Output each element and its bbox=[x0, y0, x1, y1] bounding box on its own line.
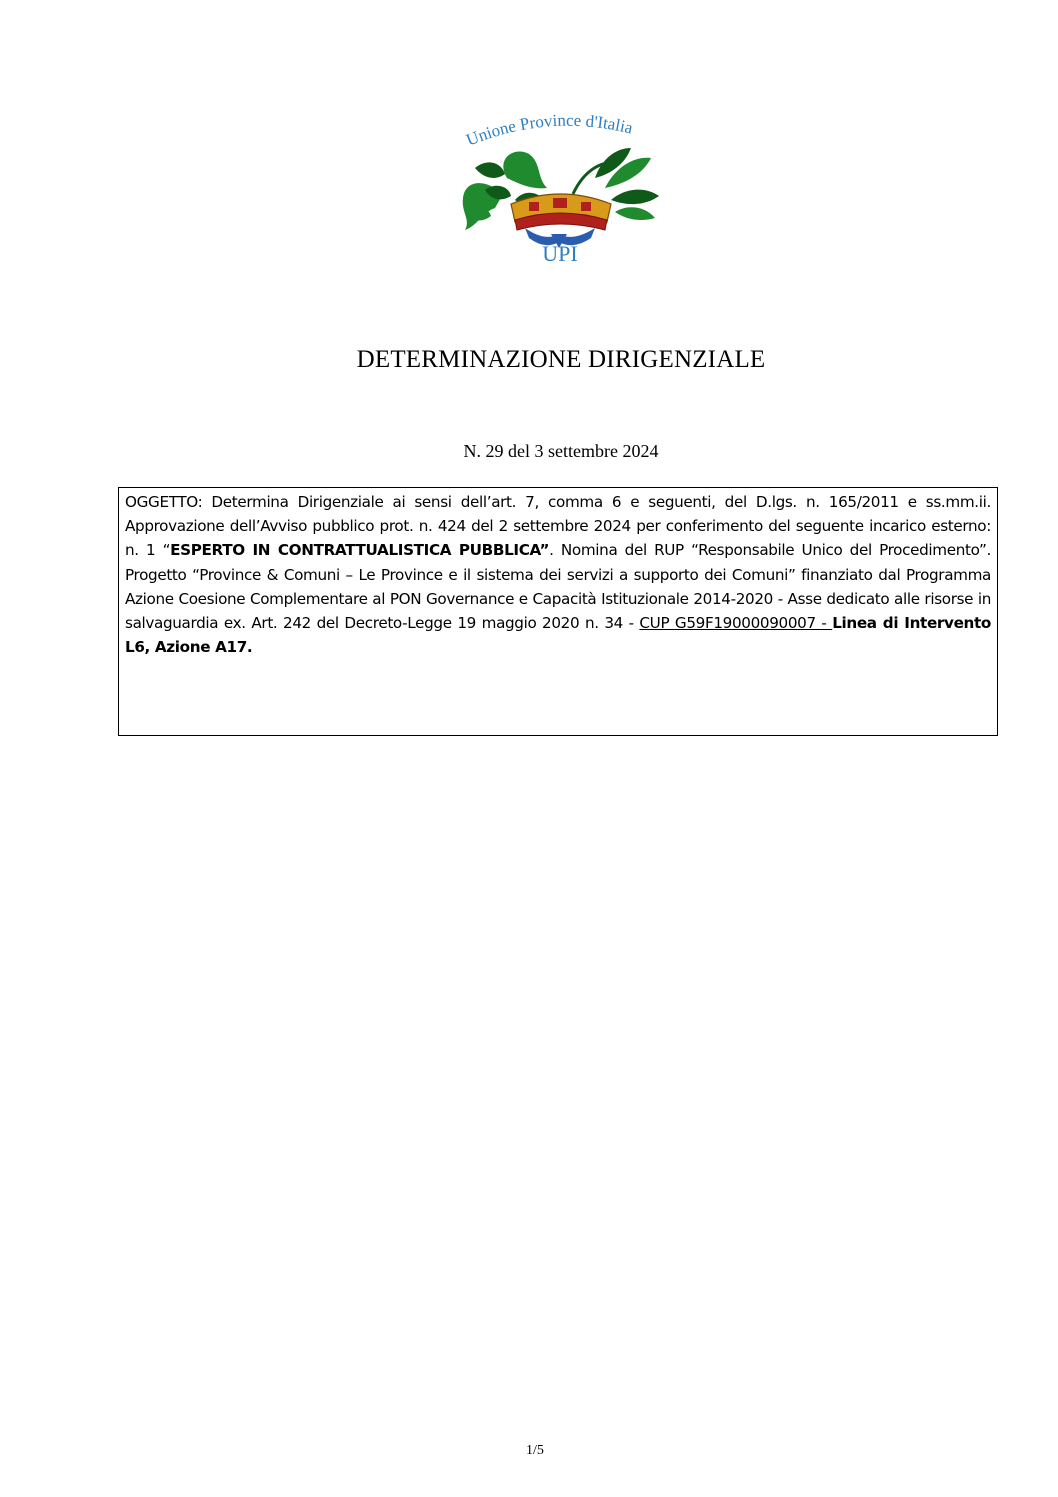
subject-bold-role: ESPERTO IN CONTRATTUALISTICA PUBBLICA” bbox=[170, 541, 550, 560]
page-number: 1/5 bbox=[526, 1443, 544, 1458]
svg-text:Unione Province d'Italia bbox=[464, 111, 636, 150]
subject-paragraph bbox=[125, 490, 991, 659]
crown-icon bbox=[511, 194, 611, 230]
subject-box bbox=[118, 487, 998, 736]
upi-emblem-icon bbox=[455, 108, 665, 268]
subject-cup-code: CUP G59F19000090007 - bbox=[639, 614, 833, 633]
logo-arc-text: Unione Province d'Italia bbox=[463, 110, 635, 150]
document-number-date: N. 29 del 3 settembre 2024 bbox=[463, 441, 659, 461]
document-title: DETERMINAZIONE DIRIGENZIALE bbox=[356, 346, 766, 373]
subject-bold-line: Linea di Intervento L6, Azione A17. bbox=[125, 614, 992, 657]
upi-logo bbox=[455, 108, 665, 268]
subject-text-part1: OGGETTO: Determina Dirigenziale ai sensi dell’art. 7, comma 6 e seguenti, del D.lgs. n. 165/2011 e ss.mm.ii. Approvazione dell’Avviso pubblico prot. n. 424 del 2 settembre 2024 per conferimento del seguente incarico esterno: n. 1 “ bbox=[125, 493, 991, 560]
subject-text-part2: . Nomina del RUP “Responsabile Unico del Procedimento”. Progetto “Province & Comuni – Le Province e il sistema dei servizi a supporto dei Comuni” finanziato dal Programma Azione Coesione Complementare al PON Governance e Capacità Istituzionale 2014-2020 - Asse dedicato alle risorse in salvaguardia ex. Art. 242 del Decreto-Legge 19 maggio 2020 n. 34 - bbox=[125, 541, 991, 633]
logo-acronym: UPI bbox=[542, 241, 578, 266]
